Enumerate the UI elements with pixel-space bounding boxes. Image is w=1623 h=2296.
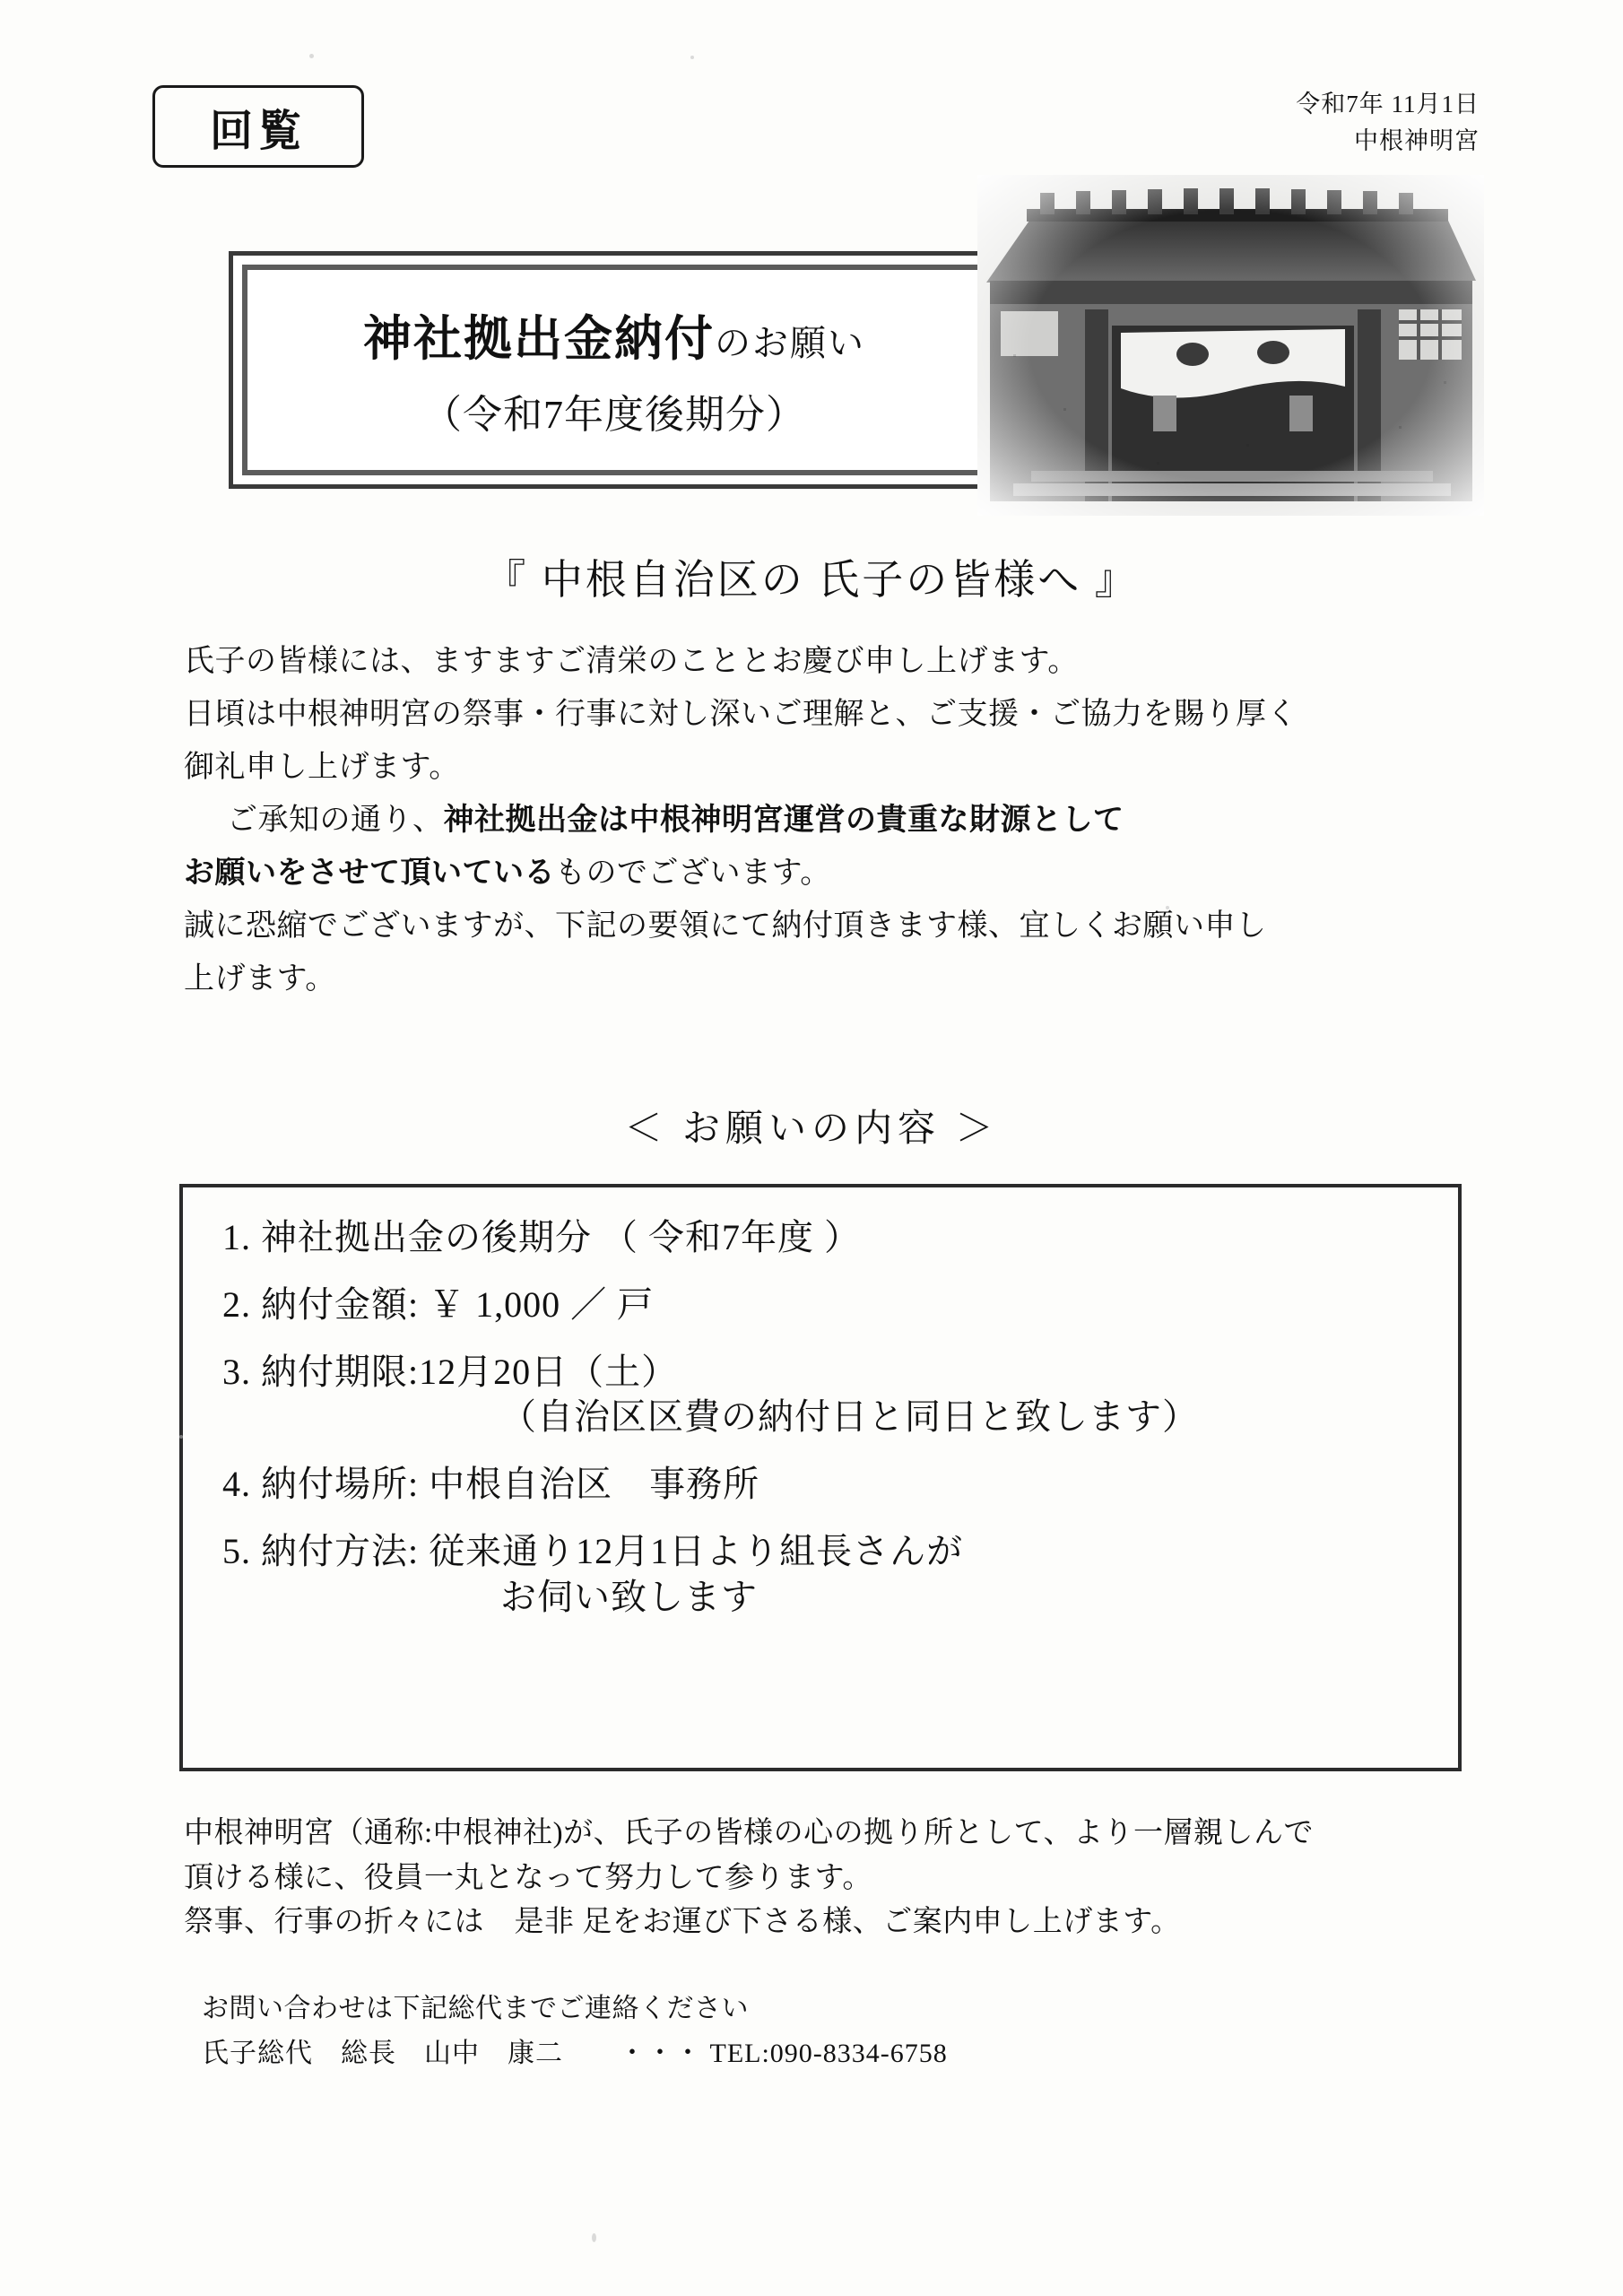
body-text bbox=[184, 637, 1466, 1008]
request-item-1-text: 神社拠出金の後期分 （ 令和7年度 ） bbox=[261, 1217, 861, 1257]
body-paragraph-4-bold: 神社拠出金は中根神明宮運営の貴重な財源として bbox=[443, 804, 1124, 838]
request-item-3-text: 納付期限:12月20日（土） bbox=[261, 1351, 679, 1392]
date-issuer-block bbox=[1296, 86, 1480, 159]
request-item-1 bbox=[222, 1218, 1419, 1258]
body-paragraph-5 bbox=[184, 848, 1466, 898]
request-item-2 bbox=[222, 1285, 1419, 1326]
request-item-3 bbox=[222, 1352, 1419, 1439]
scan-speck bbox=[1166, 906, 1169, 909]
body-paragraph-7: 上げます。 bbox=[184, 962, 336, 996]
title-frame bbox=[229, 251, 1000, 489]
contact-block bbox=[202, 1987, 1457, 2075]
body-paragraph-6: 誠に恐縮でございますが、下記の要領にて納付頂きます様、宜しくお願い申し bbox=[184, 909, 1267, 944]
request-item-3-no: 3. bbox=[222, 1351, 251, 1392]
request-item-3-sub: （自治区区費の納付日と同日と致します） bbox=[500, 1396, 1199, 1438]
addressee-heading: 『 中根自治区の 氏子の皆様へ 』 bbox=[484, 557, 1139, 603]
body-paragraph-3: 御礼申し上げます。 bbox=[184, 751, 460, 785]
circulation-stamp bbox=[152, 85, 364, 168]
request-item-5-sub: お伺い致します bbox=[500, 1576, 758, 1617]
contact-line-2: 氏子総代 総長 山中 康二 ・・・ TEL:090-8334-6758 bbox=[202, 2038, 948, 2068]
closing-line-2: 頂ける様に、役員一丸となって努力して参ります。 bbox=[184, 1861, 872, 1894]
issuer-name: 中根神明宮 bbox=[1354, 126, 1480, 154]
scan-speck bbox=[592, 2233, 596, 2242]
shrine-photo bbox=[977, 175, 1484, 516]
request-item-5-no: 5. bbox=[222, 1530, 251, 1571]
document-date: 令和7年 11月1日 bbox=[1296, 91, 1480, 117]
scan-speck bbox=[309, 54, 314, 58]
title-main: 神社拠出金納付 bbox=[363, 312, 715, 366]
body-paragraph-5-bold: お願いをさせて頂いている bbox=[184, 857, 555, 891]
title-suffix: のお願い bbox=[715, 323, 865, 363]
closing-text bbox=[184, 1812, 1493, 1945]
request-item-1-no: 1. bbox=[222, 1217, 251, 1257]
title-line-1 bbox=[363, 300, 865, 370]
scan-speck bbox=[690, 56, 694, 59]
title-line-2: （令和7年度後期分） bbox=[422, 393, 806, 437]
request-item-4-text: 納付場所: 中根自治区 事務所 bbox=[261, 1464, 760, 1505]
request-item-4-no: 4. bbox=[222, 1464, 251, 1505]
body-paragraph-4-prefix: ご承知の通り、 bbox=[227, 804, 444, 838]
request-item-2-no: 2. bbox=[222, 1283, 251, 1325]
request-item-5-text: 納付方法: 従来通り12月1日より組長さんが bbox=[261, 1530, 964, 1571]
closing-line-1: 中根神明宮（通称:中根神社)が、氏子の皆様の心の拠り所として、より一層親しんで bbox=[184, 1817, 1314, 1849]
body-paragraph-2: 日頃は中根神明宮の祭事・行事に対し深いご理解と、ご支援・ご協力を賜り厚く bbox=[184, 698, 1298, 732]
body-paragraph-4 bbox=[184, 796, 1466, 845]
body-paragraph-5-rest: ものでございます。 bbox=[555, 857, 831, 891]
request-box bbox=[179, 1184, 1462, 1771]
request-heading: ＜ お願いの内容 ＞ bbox=[624, 1109, 999, 1150]
request-item-2-text: 納付金額: ￥ 1,000 ／ 戸 bbox=[261, 1283, 655, 1325]
scan-speck bbox=[179, 1435, 183, 1439]
request-item-4 bbox=[222, 1465, 1419, 1505]
closing-line-3: 祭事、行事の折々には 是非 足をお運び下さる様、ご案内申し上げます。 bbox=[184, 1906, 1181, 1938]
circulation-label: 回覧 bbox=[209, 107, 307, 155]
request-item-5 bbox=[222, 1532, 1419, 1618]
body-paragraph-1: 氏子の皆様には、ますますご清栄のこととお慶び申し上げます。 bbox=[184, 645, 1079, 678]
contact-line-1: お問い合わせは下記総代までご連絡ください bbox=[202, 1994, 749, 2023]
